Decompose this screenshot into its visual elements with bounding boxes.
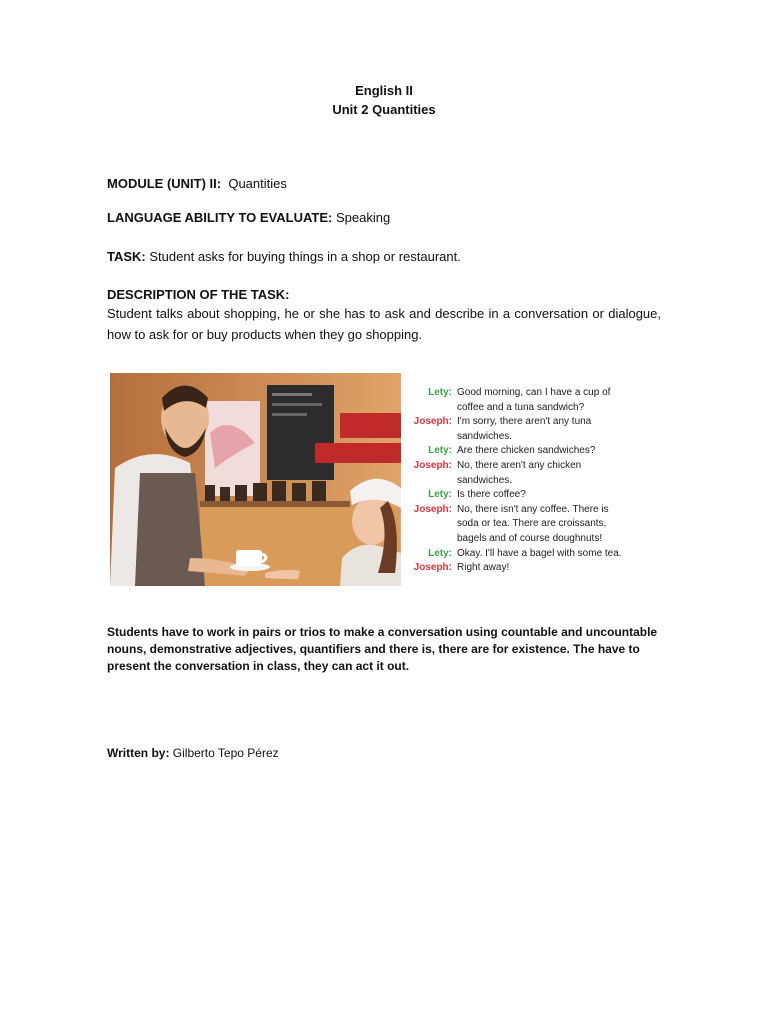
author-name: Gilberto Tepo Pérez <box>172 746 279 760</box>
dialogue-turn <box>404 488 634 503</box>
dialogue-line: No, there aren't any chicken sandwiches. <box>457 459 582 486</box>
module-value: Quantities <box>228 176 287 191</box>
speaker-lety: Lety: <box>428 445 452 457</box>
task-label: TASK: <box>107 249 146 264</box>
speaker-joseph: Joseph: <box>413 503 452 515</box>
dialogue-turn <box>404 444 634 459</box>
module-line <box>107 176 287 191</box>
task-line <box>107 249 461 264</box>
dialogue-turn <box>404 547 634 562</box>
cafe-photo <box>110 373 401 586</box>
dialogue-turn <box>404 561 634 576</box>
dialogue-line: I'm sorry, there aren't any tuna sandwiches. <box>457 416 592 442</box>
unit-title: Unit 2 Quantities <box>332 102 436 117</box>
speaker-joseph: Joseph: <box>413 416 452 428</box>
speaker-joseph: Joseph: <box>413 562 452 574</box>
speaker-lety: Lety: <box>428 489 452 501</box>
dialogue-line: Is there coffee? <box>457 489 526 501</box>
speaker-lety: Lety: <box>428 547 452 559</box>
ability-label: LANGUAGE ABILITY TO EVALUATE: <box>107 210 333 225</box>
description-label: DESCRIPTION OF THE TASK: <box>107 287 290 302</box>
dialogue <box>404 386 634 576</box>
dialogue-turn <box>404 459 634 488</box>
speaker-joseph: Joseph: <box>413 459 452 471</box>
module-label: MODULE (UNIT) II: <box>107 176 222 191</box>
author-line <box>107 746 279 760</box>
instructions-paragraph: Students have to work in pairs or trios to make a conversation using countable and uncountable nouns, demonstrative adjectives, quantifiers and there is, there are for existence. The have to present the conversation in class, they can act it out. <box>107 625 658 673</box>
dialogue-line: Right away! <box>457 562 510 574</box>
speaker-lety: Lety: <box>428 387 452 398</box>
author-label: Written by: <box>107 746 170 760</box>
task-value: Student asks for buying things in a shop or restaurant. <box>149 249 461 264</box>
ability-line <box>107 210 390 225</box>
dialogue-line: Good morning, can I have a cup of coffee and a tuna sandwich? <box>457 387 611 413</box>
dialogue-turn <box>404 503 634 547</box>
dialogue-line: Are there chicken sandwiches? <box>457 445 596 457</box>
dialogue-turn <box>404 415 634 444</box>
document-title: English II <box>355 83 413 98</box>
dialogue-line: Okay. I'll have a bagel with some tea. <box>457 547 622 559</box>
dialogue-line: No, there isn't any coffee. There is soda or tea. There are croissants, bagels and of course doughnuts! <box>457 503 609 544</box>
dialogue-turn <box>404 386 634 415</box>
description-text: Student talks about shopping, he or she has to ask and describe in a conversation or dialogue, how to ask for or buy products when they go shopping. <box>107 306 661 342</box>
ability-value: Speaking <box>335 210 391 225</box>
